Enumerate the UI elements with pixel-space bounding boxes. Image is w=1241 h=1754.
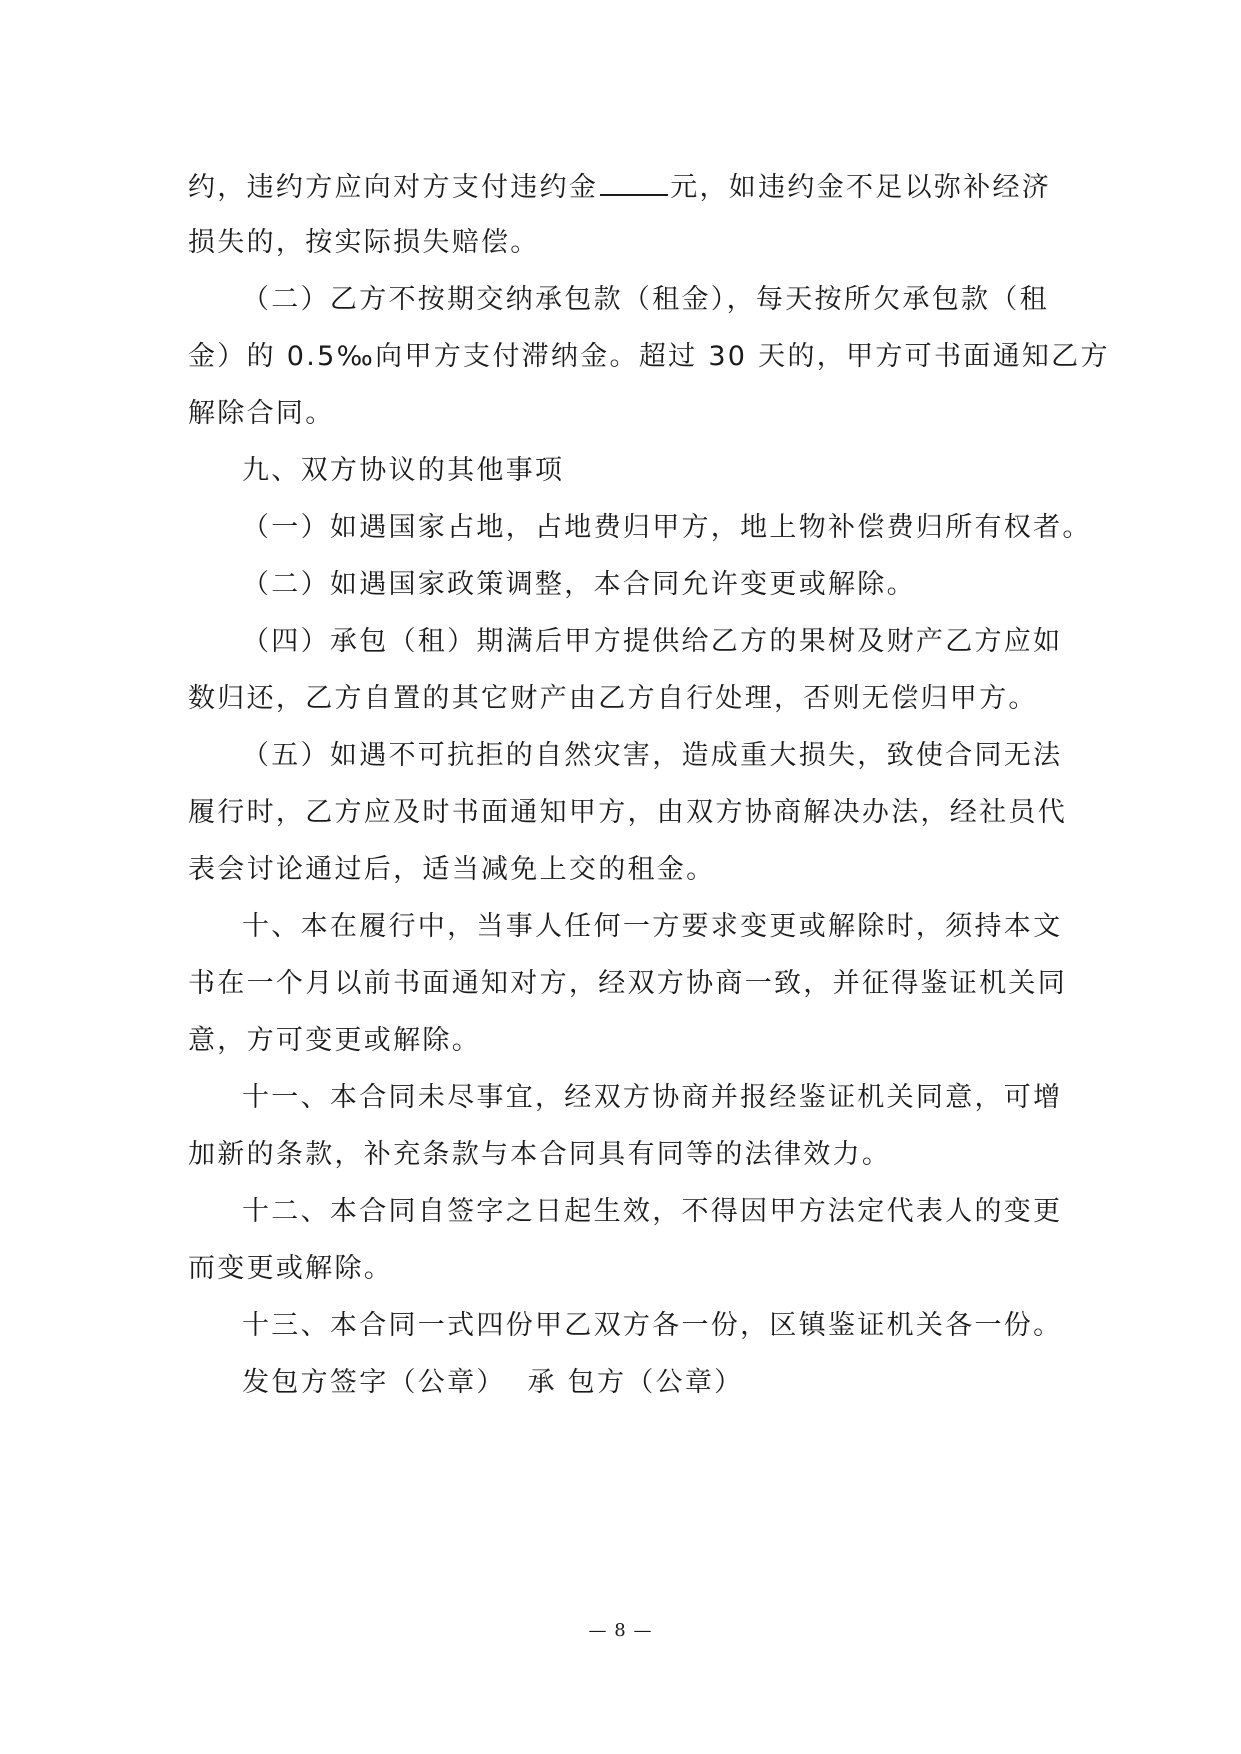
section-heading: 十二、本合同自签字之日起生效，不得因甲方法定代表人的变更 — [242, 1196, 1063, 1227]
section-heading: 十、本在履行中，当事人任何一方要求变更或解除时，须持本文 — [242, 911, 1063, 942]
text-line: 书在一个月以前书面通知对方，经双方协商一致，并征得鉴证机关同 — [188, 968, 1067, 999]
line-text: 约，违约方应向对方支付违约金 — [188, 172, 599, 203]
text-line: 数归还，乙方自置的其它财产由乙方自行处理，否则无偿归甲方。 — [188, 683, 1038, 714]
section-heading: 十一、本合同未尽事宜，经双方协商并报经鉴证机关同意，可增 — [242, 1082, 1063, 1113]
signature-line: 发包方签字（公章） 承 包方（公章） — [242, 1367, 744, 1398]
text-line: 而变更或解除。 — [188, 1253, 394, 1284]
text-line: 损失的，按实际损失赔偿。 — [188, 227, 540, 258]
text-line: （二）乙方不按期交纳承包款（租金），每天按所欠承包款（租 — [242, 284, 1049, 315]
text-line: （五）如遇不可抗拒的自然灾害，造成重大损失，致使合同无法 — [242, 740, 1063, 771]
text-line: 金）的 0.5‰向甲方支付滞纳金。超过 30 天的，甲方可书面通知乙方 — [188, 341, 1110, 372]
text-line: （一）如遇国家占地，占地费归甲方，地上物补偿费归所有权者。 — [242, 512, 1092, 543]
text-line: （四）承包（租）期满后甲方提供给乙方的果树及财产乙方应如 — [242, 626, 1063, 657]
page-number: — 8 — — [588, 1620, 653, 1641]
text-line: 解除合同。 — [188, 398, 335, 429]
line-text-after-blank: 元，如违约金不足以弥补经济 — [670, 172, 1052, 203]
text-line: 履行时，乙方应及时书面通知甲方，由双方协商解决办法，经社员代 — [188, 797, 1067, 828]
section-heading: 十三、本合同一式四份甲乙双方各一份，区镇鉴证机关各一份。 — [242, 1310, 1063, 1341]
section-heading: 九、双方协议的其他事项 — [242, 455, 565, 486]
text-line: 表会讨论通过后，适当减免上交的租金。 — [188, 854, 716, 885]
text-line: （二）如遇国家政策调整，本合同允许变更或解除。 — [242, 569, 916, 600]
text-line — [188, 168, 1051, 206]
fill-in-blank — [600, 168, 668, 196]
text-line: 加新的条款，补充条款与本合同具有同等的法律效力。 — [188, 1139, 892, 1170]
text-line: 意，方可变更或解除。 — [188, 1025, 481, 1056]
